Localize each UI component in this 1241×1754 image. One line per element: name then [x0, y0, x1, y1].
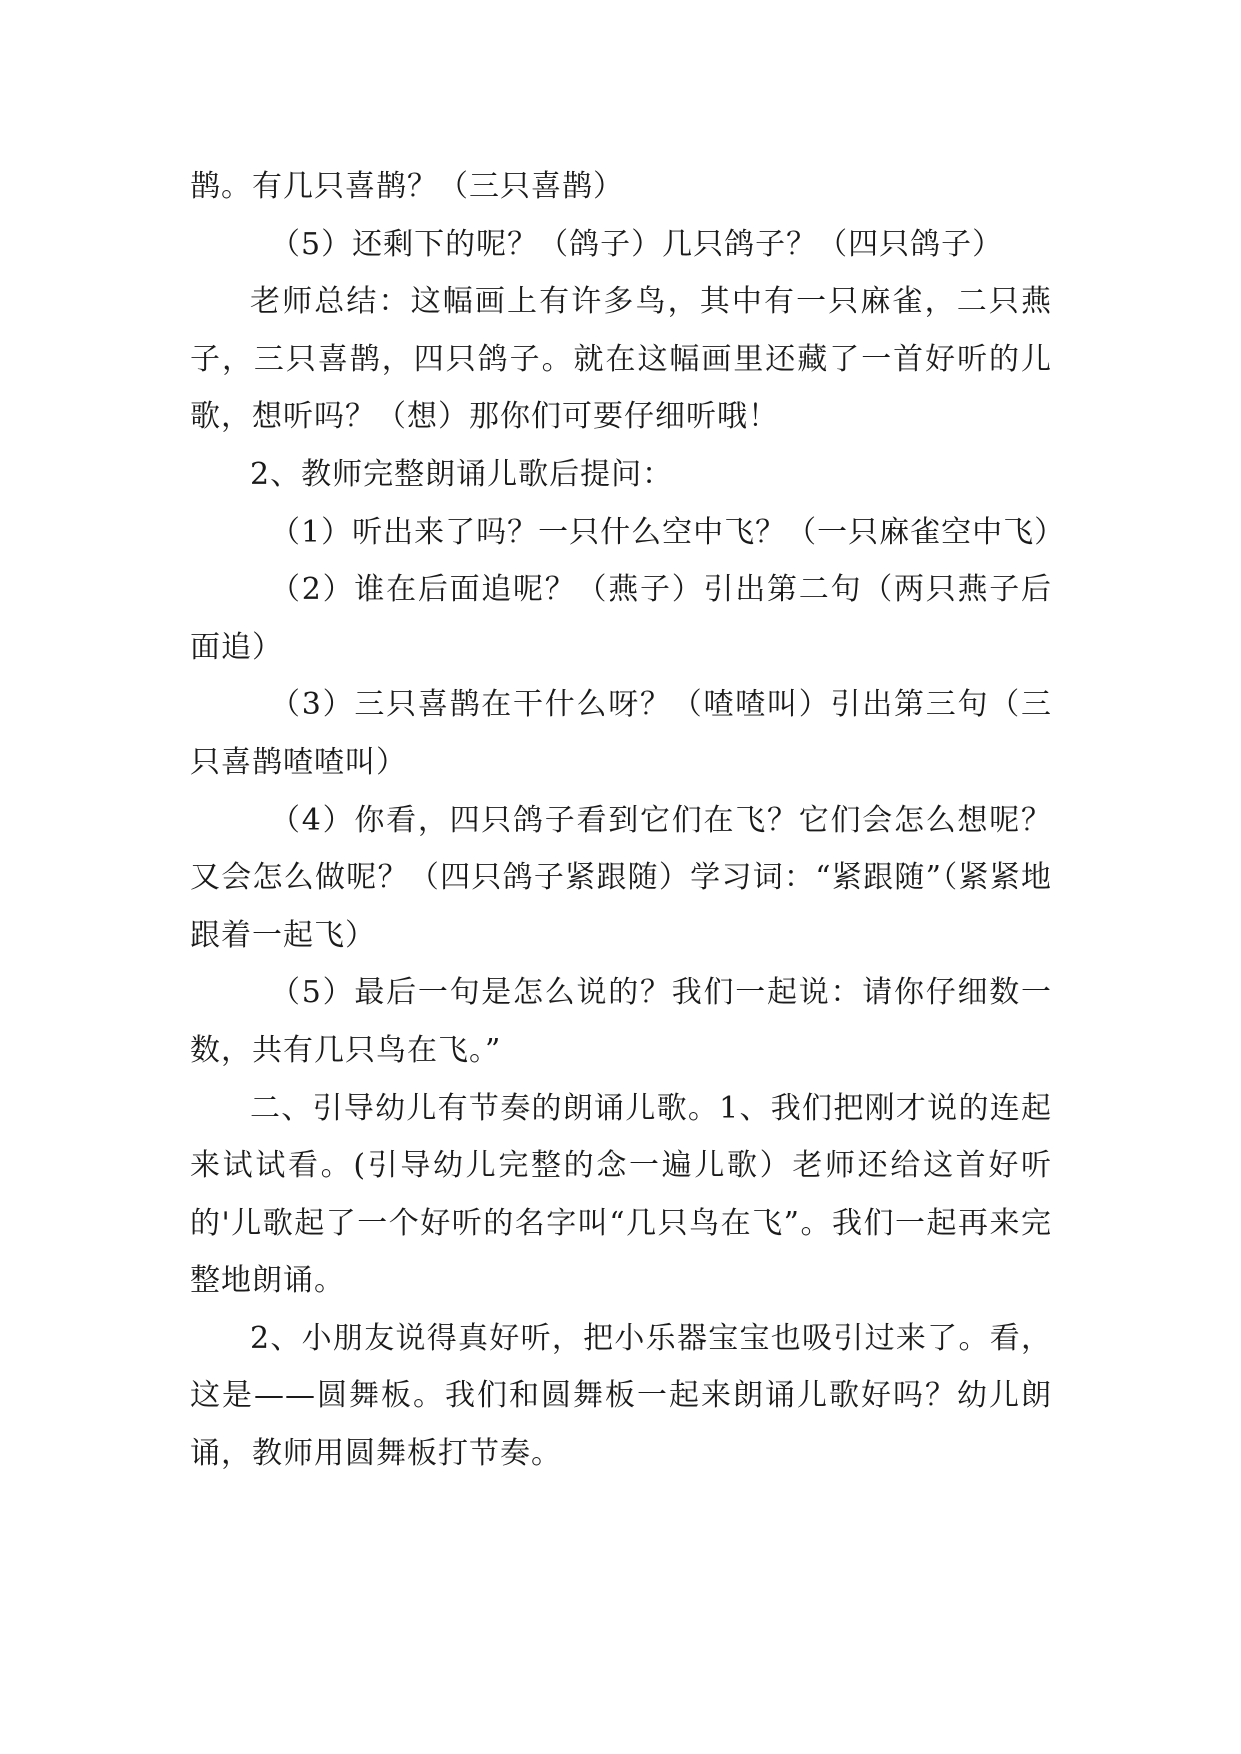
paragraph-question-4: （4）你看，四只鸽子看到它们在飞？它们会怎么想呢？又会怎么做呢？（四只鸽子紧跟随）学习词：“紧跟随”（紧紧地跟着一起飞） [190, 802, 1052, 953]
paragraph-instrument: 2、小朋友说得真好听，把小乐器宝宝也吸引过来了。看，这是——圆舞板。我们和圆舞板一起来朗诵儿歌好吗？幼儿朗诵，教师用圆舞板打节奏。 [190, 1320, 1052, 1472]
paragraph-continuation: 鹊。有几只喜鹊？（三只喜鹊） [190, 169, 624, 204]
paragraph-question-5b: （5）最后一句是怎么说的？我们一起说：请你仔细数一数，共有几只鸟在飞。” [190, 975, 1052, 1068]
document-body [190, 158, 1066, 1483]
paragraph-section-2: 二、引导幼儿有节奏的朗诵儿歌。1、我们把刚才说的连起来试试看。(引导幼儿完整的念一遍儿歌）老师还给这首好听的'儿歌起了一个好听的名字叫“几只鸟在飞”。我们一起再来完整地朗诵。 [190, 1090, 1052, 1299]
paragraph-question-2: （2）谁在后面追呢？（燕子）引出第二句（两只燕子后面追） [190, 572, 1052, 665]
paragraph-question-5a: （5）还剩下的呢？（鸽子）几只鸽子？（四只鸽子） [270, 226, 1004, 262]
paragraph-teacher-summary: 老师总结：这幅画上有许多鸟，其中有一只麻雀，二只燕子，三只喜鹊，四只鸽子。就在这幅画里还藏了一首好听的儿歌，想听吗？（想）那你们可要仔细听哦！ [190, 284, 1052, 435]
paragraph-question-3: （3）三只喜鹊在干什么呀？（喳喳叫）引出第三句（三只喜鹊喳喳叫） [190, 687, 1052, 780]
paragraph-question-1: （1）听出来了吗？一只什么空中飞？（一只麻雀空中飞） [270, 514, 1066, 550]
paragraph-step-2: 2、教师完整朗诵儿歌后提问： [250, 456, 674, 492]
